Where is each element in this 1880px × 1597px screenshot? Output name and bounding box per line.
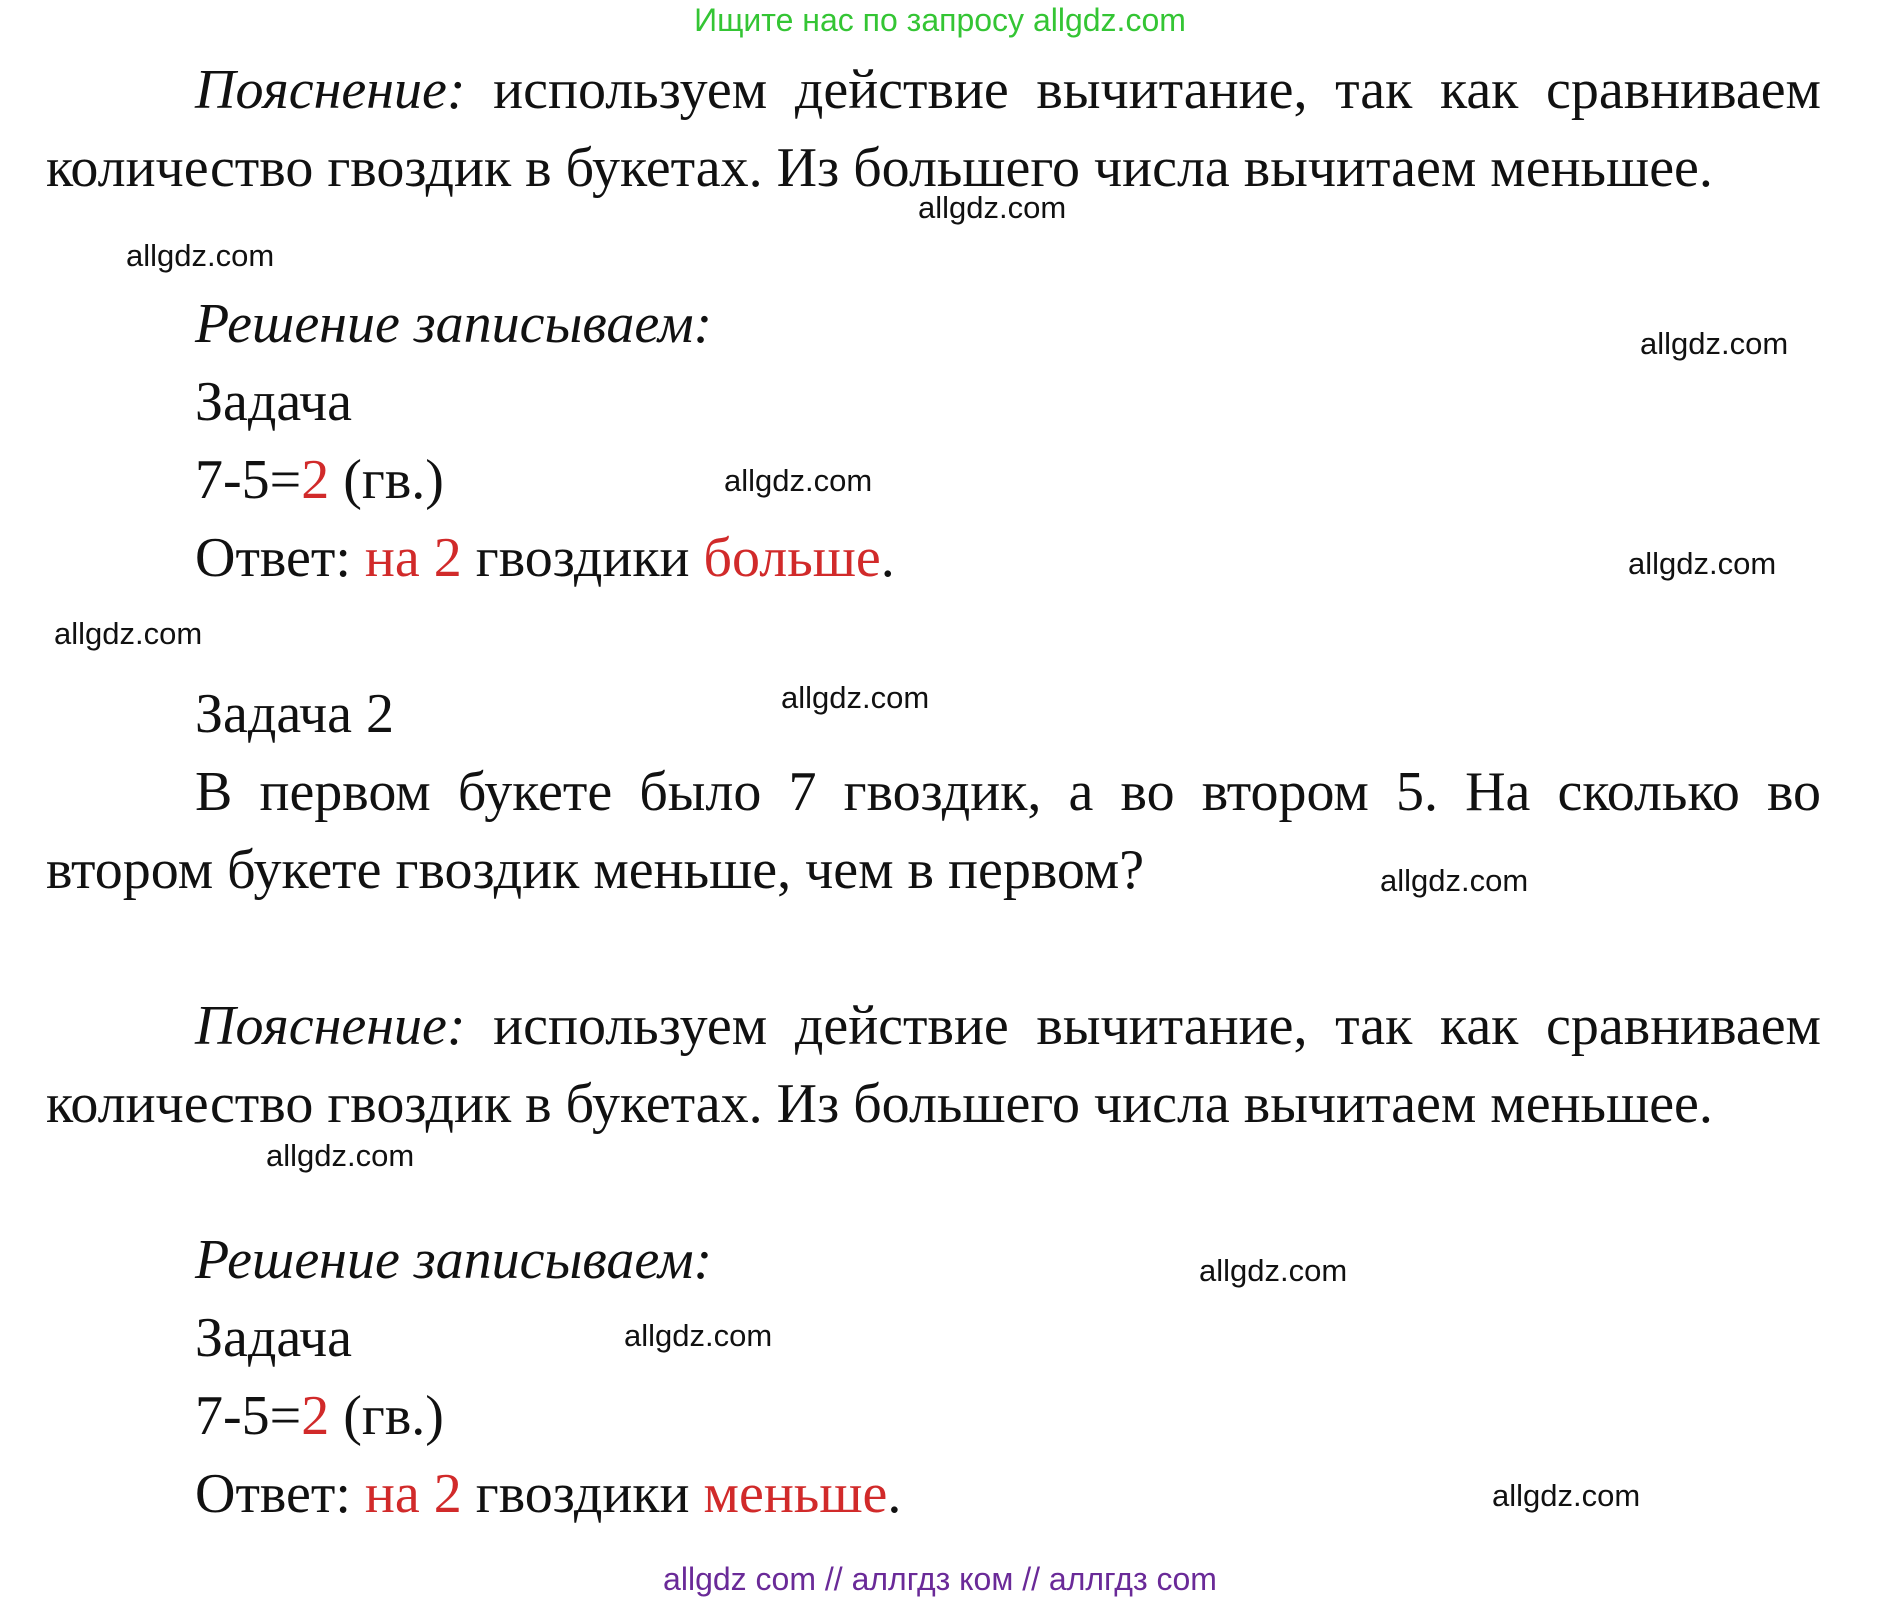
explanation-1-line-2: количество гвоздик в букетах. Из большего числа вычитаем меньшее. [46, 137, 1713, 199]
explanation-1-line-1 [46, 59, 1821, 121]
explanation-1-label: Пояснение: [195, 59, 466, 121]
equation-2-prefix: 7-5= [195, 1385, 302, 1447]
top-watermark: Ищите нас по запросу allgdz.com [694, 2, 1186, 38]
answer-1-end: . [880, 527, 895, 589]
answer-2-part3: меньше [703, 1463, 888, 1525]
answer-1 [195, 527, 895, 589]
answer-1-part3: больше [703, 527, 881, 589]
watermark-text: allgdz.com [1199, 1253, 1348, 1288]
problem-2-line-1: В первом букете было 7 гвоздик, а во втором 5. На сколько во [195, 761, 1821, 823]
explanation-2-text-line1: используем действие вычитание, так как сравниваем [493, 995, 1821, 1057]
watermark-text: allgdz.com [1640, 326, 1789, 361]
explanation-1-text-line1: используем действие вычитание, так как сравниваем [493, 59, 1821, 121]
watermark-text: allgdz.com [1628, 546, 1777, 581]
answer-2-part2: гвоздики [475, 1463, 690, 1525]
watermark-text: allgdz.com [54, 616, 203, 651]
equation-2-result: 2 [301, 1385, 330, 1447]
equation-1-result: 2 [301, 449, 330, 511]
watermark-text: allgdz.com [1492, 1478, 1641, 1513]
answer-1-part2: гвоздики [475, 527, 690, 589]
equation-1-suffix: (гв.) [343, 449, 444, 511]
answer-2 [195, 1463, 902, 1525]
watermark-text: allgdz.com [724, 463, 873, 498]
explanation-2-label: Пояснение: [195, 995, 466, 1057]
task-1-label: Задача [195, 371, 353, 433]
watermark-text: allgdz.com [266, 1138, 415, 1173]
answer-1-part1: на 2 [364, 527, 462, 589]
watermark-text: allgdz.com [624, 1318, 773, 1353]
watermark-text: allgdz.com [1380, 863, 1529, 898]
footer-watermark: allgdz com // аллгдз ком // аллгдз com [663, 1561, 1217, 1597]
equation-2 [195, 1385, 444, 1447]
watermark-text: allgdz.com [126, 238, 275, 273]
answer-2-label: Ответ: [195, 1463, 351, 1525]
equation-1-prefix: 7-5= [195, 449, 302, 511]
task-2-label: Задача [195, 1307, 353, 1369]
explanation-2-line-1 [46, 995, 1821, 1057]
answer-1-label: Ответ: [195, 527, 351, 589]
equation-2-suffix: (гв.) [343, 1385, 444, 1447]
answer-2-part1: на 2 [364, 1463, 462, 1525]
answer-2-end: . [887, 1463, 902, 1525]
explanation-2-line-2: количество гвоздик в букетах. Из большего числа вычитаем меньшее. [46, 1073, 1713, 1135]
watermark-text: allgdz.com [918, 190, 1067, 225]
problem-2-line-2: втором букете гвоздик меньше, чем в первом? [46, 839, 1145, 901]
solution-1-label: Решение записываем: [195, 293, 713, 355]
task-2-title: Задача 2 [195, 683, 395, 745]
watermark-text: allgdz.com [781, 680, 930, 715]
solution-2-label: Решение записываем: [195, 1229, 713, 1291]
equation-1 [195, 449, 444, 511]
